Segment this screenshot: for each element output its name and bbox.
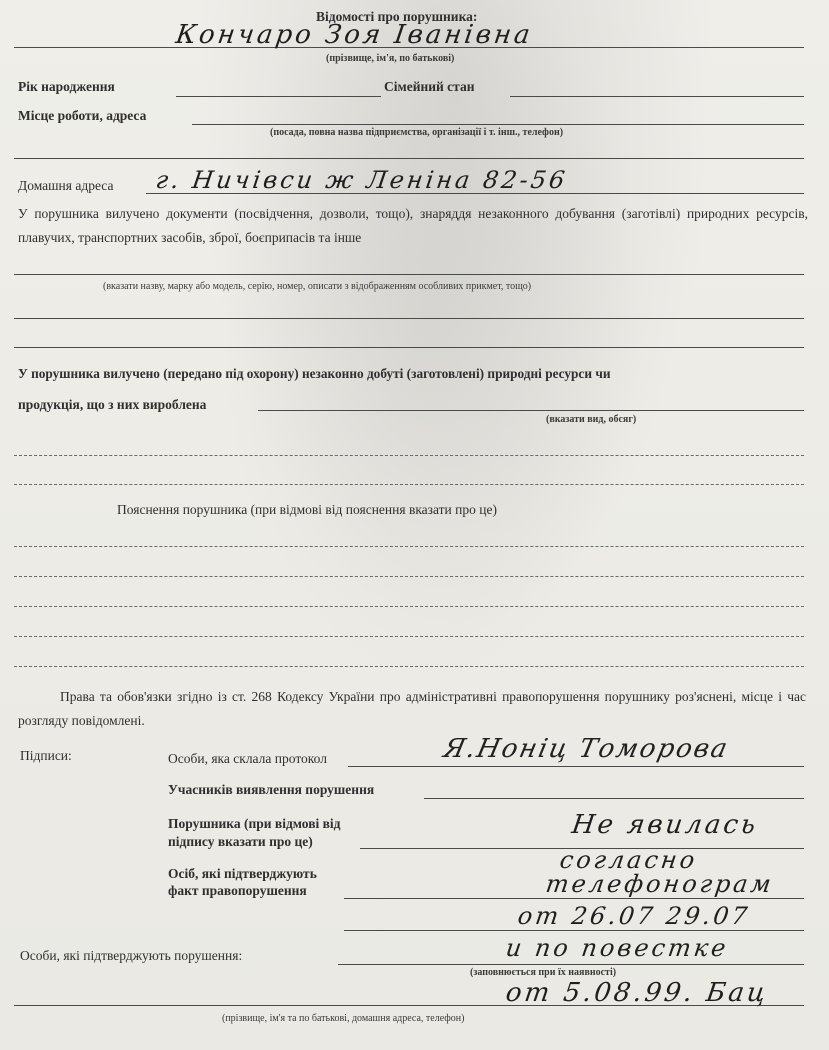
- witnesses-note: и по повестке: [504, 934, 731, 962]
- workplace-line-2: [14, 158, 804, 159]
- marital-status-line: [510, 96, 804, 97]
- participants-line: [424, 798, 804, 799]
- seized-resources-line-3: [14, 484, 804, 485]
- explanation-line-2: [14, 576, 804, 577]
- participants-label: Учасників виявлення порушення: [168, 782, 375, 797]
- seized-resources-caption: (вказати вид, обсяг): [546, 414, 637, 425]
- workplace-line: [192, 124, 804, 125]
- witnesses-line: [338, 964, 804, 965]
- violator-note-handwritten: Не явилась: [569, 810, 761, 840]
- seized-resources-text-2: продукція, що з них вироблена: [18, 397, 207, 412]
- explanation-line-5: [14, 666, 804, 667]
- birth-year-line: [176, 96, 381, 97]
- section-title: Відомості про порушника:: [316, 9, 478, 24]
- confirm-line-2: [344, 930, 804, 931]
- seized-documents-line-3: [14, 347, 804, 348]
- home-address-handwritten: г. Ничівси ж Леніна 82-56: [154, 166, 570, 194]
- explanation-heading: Пояснення порушника (при відмові від пояснення вказати про це): [117, 502, 497, 517]
- explanation-line-4: [14, 636, 804, 637]
- name-caption: (прізвище, ім'я, по батькові): [326, 53, 455, 64]
- confirm-note-3: от 26.07 29.07: [516, 902, 752, 930]
- confirm-line-1: [344, 898, 804, 899]
- witnesses-label: Особи, які підтверджують порушення:: [20, 948, 243, 963]
- confirm-note-1: согласно: [558, 846, 700, 874]
- rights-text: Права та обов'язки згідно із ст. 268 Кодексу України про адміністративні правопорушення порушнику роз'яснені, місце і час розгляду повідомлені.: [18, 689, 806, 728]
- violator-label-2: підпису вказати про це): [168, 834, 313, 849]
- seized-documents-text: У порушника вилучено документи (посвідчення, дозволи, тощо), знаряддя незаконного добування (заготівлі) природних ресурсів, плавучих, транспортних засобів, зброї, боєприпасів та інше: [18, 206, 808, 245]
- signatures-label: Підписи:: [20, 748, 72, 763]
- marital-status-label: Сімейний стан: [384, 79, 475, 94]
- confirm-label-2: факт правопорушення: [168, 883, 307, 898]
- workplace-label: Місце роботи, адреса: [18, 108, 147, 123]
- birth-year-label: Рік народження: [18, 79, 115, 94]
- witnesses-note-2: от 5.08.99. Бац: [503, 978, 771, 1008]
- seized-resources-text-1: У порушника вилучено (передано під охорону) незаконно добуті (заготовлені) природні ресурси чи: [18, 366, 611, 381]
- seized-documents-line-1: [14, 274, 804, 275]
- witnesses-caption: (заповнюється при їх наявності): [470, 967, 617, 978]
- seized-documents-line-2: [14, 318, 804, 319]
- violator-name-handwritten: Кончаро Зоя Іванівна: [173, 20, 535, 50]
- violator-label-1: Порушника (при відмові від: [168, 816, 341, 831]
- seized-resources-line-1: [258, 410, 804, 411]
- explanation-line-3: [14, 606, 804, 607]
- seized-documents-caption: (вказати назву, марку або модель, серію, номер, описати з відображенням особливих прикмет, тощо): [103, 281, 532, 292]
- seized-resources-line-2: [14, 455, 804, 456]
- confirm-note-2: телефонограм: [544, 870, 776, 898]
- home-address-label: Домашня адреса: [18, 178, 114, 193]
- compiler-line: [348, 766, 804, 767]
- workplace-caption: (посада, повна назва підприємства, організації і т. інш., телефон): [270, 127, 564, 138]
- compiler-signature: Я.Ноніц Томорова: [440, 734, 732, 764]
- compiler-label: Особи, яка склала протокол: [168, 751, 327, 766]
- footer-caption: (прізвище, ім'я та по батькові, домашня адреса, телефон): [222, 1013, 465, 1024]
- explanation-line-1: [14, 546, 804, 547]
- confirm-label-1: Осіб, які підтверджують: [168, 866, 317, 881]
